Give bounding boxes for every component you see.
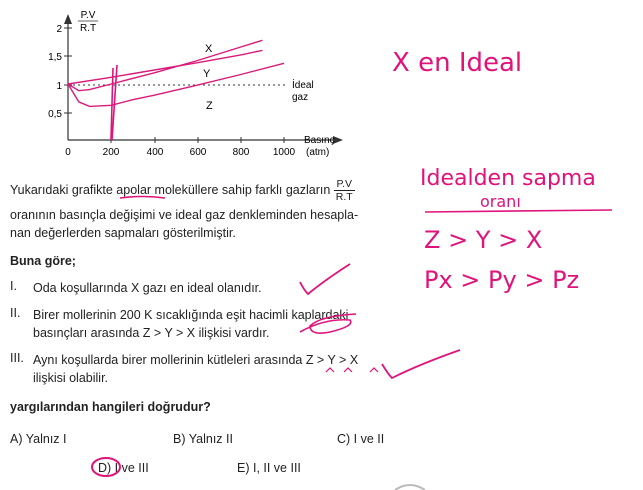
y-axis-label-num: P.V: [80, 10, 96, 21]
option-a[interactable]: A) Yalnız I: [10, 432, 67, 446]
page-edge-arc: [395, 485, 425, 490]
item-i-label: I.: [10, 279, 17, 293]
intro-frac-den: R.T: [335, 191, 353, 203]
option-d[interactable]: D) I ve III: [98, 461, 149, 475]
y-tick-label: 0,5: [48, 109, 62, 120]
series-y-label: Y: [203, 68, 211, 80]
intro-line3: nan değerlerden sapmaları gösterilmiştir.: [10, 226, 236, 240]
item-i-text: Oda koşullarında X gazı en ideal olanıdır.: [33, 281, 262, 295]
x-tick-label: 200: [102, 147, 120, 158]
x-tick-label: 800: [232, 147, 250, 158]
intro-frac-num: P.V: [334, 178, 355, 191]
item-iii-text: Aynı koşullarda birer mollerinin kütleleri arasında Z > Y > X: [33, 353, 359, 367]
note-orani: oranı: [480, 192, 521, 211]
note-pressure-order: Px > Py > Pz: [424, 266, 580, 294]
intro-line1: Yukarıdaki grafikte apolar moleküllere sahip farklı gazların: [10, 182, 331, 197]
check-mark-icon: [300, 264, 350, 294]
x-tick-label: 1000: [272, 147, 296, 158]
y-tick-label: 1,5: [48, 52, 62, 63]
y-tick-label: 1: [56, 81, 62, 92]
item-ii-label: II.: [10, 306, 21, 320]
note-sapma: Idealden sapma: [420, 166, 596, 191]
x-tick-label: 600: [189, 147, 207, 158]
check-mark-icon: [382, 350, 460, 378]
cross-scribble-icon: [300, 314, 356, 333]
note-x-en-ideal: X en Ideal: [392, 48, 523, 78]
series-x-label: X: [205, 43, 213, 55]
option-e[interactable]: E) I, II ve III: [237, 461, 301, 475]
x-axis-unit: (atm): [306, 147, 330, 158]
item-iii-text-line2: ilişkisi olabilir.: [33, 371, 109, 385]
closing: yargılarından hangileri doğrudur?: [10, 400, 211, 414]
ideal-gas-label-line2: gaz: [292, 92, 309, 103]
y-axis-label-den: R.T: [79, 23, 97, 34]
y-tick-label: 2: [56, 24, 62, 35]
option-b[interactable]: B) Yalnız II: [173, 432, 233, 446]
x-tick-label: 400: [146, 147, 164, 158]
answer-circle-icon: [92, 458, 120, 476]
note-zyx: Z > Y > X: [424, 226, 543, 254]
x-axis-label: Basınç: [304, 135, 335, 146]
prompt: Buna göre;: [10, 254, 76, 268]
ideal-gas-label: İdeal: [292, 80, 314, 91]
item-ii-text: Birer mollerinin 200 K sıcaklığında eşit hacimli kaplardaki: [33, 308, 349, 322]
x-tick-label: 0: [65, 147, 71, 158]
intro-line2: oranının basınçla değişimi ve ideal gaz denkleminden hesapla-: [10, 208, 359, 222]
item-iii-label: III.: [10, 351, 24, 365]
hand-ticks: [326, 368, 378, 372]
series-z-label: Z: [206, 100, 213, 112]
option-c[interactable]: C) I ve II: [337, 432, 385, 446]
item-ii-text-line2: basınçları arasında Z > Y > X ilişkisi vardır.: [33, 326, 270, 340]
